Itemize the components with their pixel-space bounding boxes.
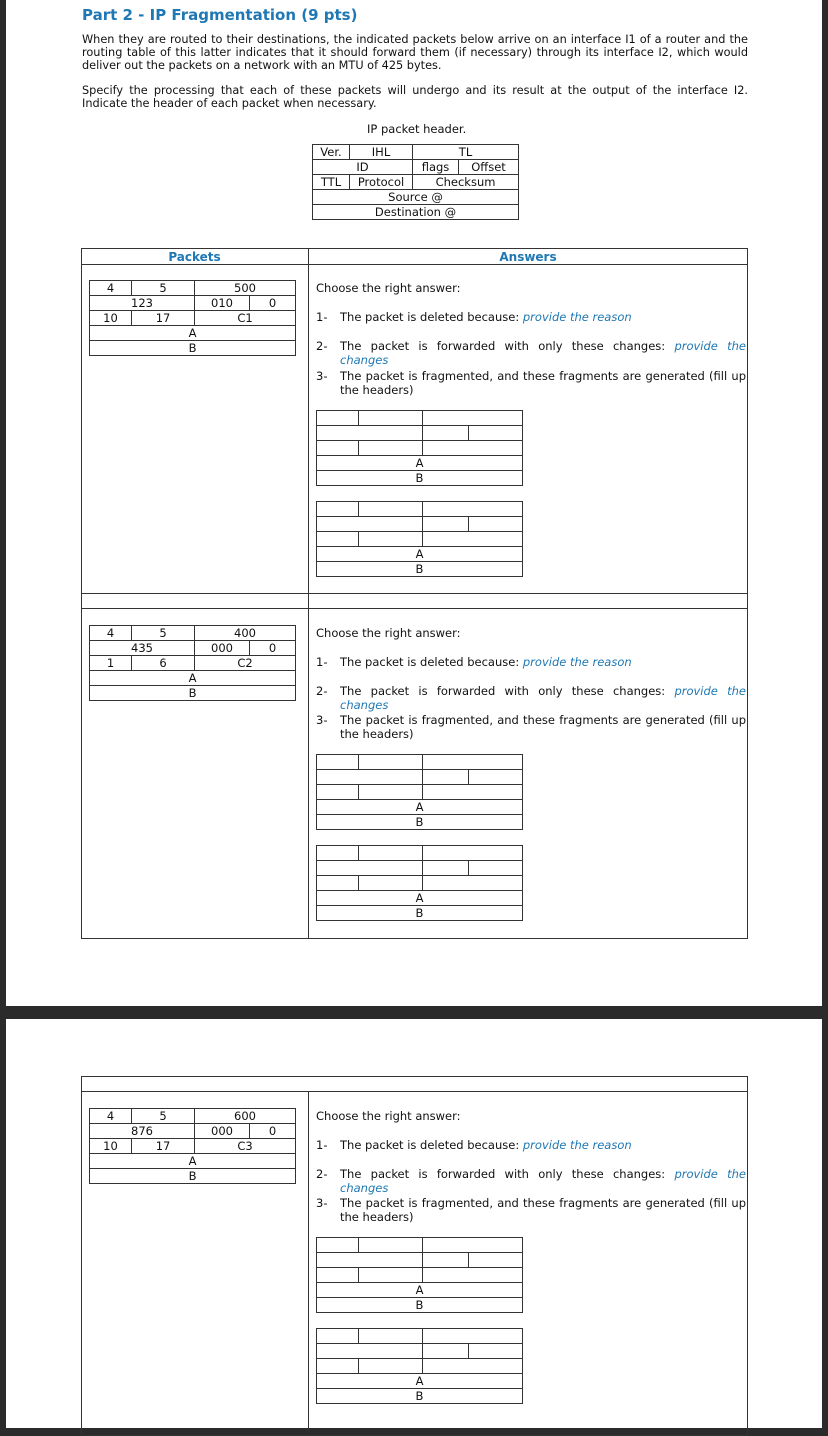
packet-ttl: 1 [90, 656, 132, 671]
fragment-destination: B [317, 906, 523, 921]
answer-prompt: Choose the right answer: [316, 281, 461, 295]
packet-header [89, 1108, 296, 1184]
intro-paragraph: When they are routed to their destinations, the indicated packets below arrive on an interface I1 of a router and the routing table of this latter indicates that it should forward them (if necessary) through its interface I2, which would deliver out the packets on a network with an MTU of 425 bytes. [82, 33, 748, 72]
packet-header [89, 625, 296, 701]
fragment-destination: B [317, 1298, 523, 1313]
packet-ttl: 10 [90, 1139, 132, 1154]
packet-flags: 000 [195, 1124, 250, 1139]
reason-field[interactable]: provide the reason [522, 310, 632, 324]
packet-protocol: 17 [132, 311, 195, 326]
packet-id: 435 [90, 641, 195, 656]
packet-destination: B [90, 686, 296, 701]
packet-ihl: 5 [132, 626, 195, 641]
packet-ver: 4 [90, 626, 132, 641]
answers-column-header: Answers [499, 250, 557, 264]
answer-prompt: Choose the right answer: [316, 626, 461, 640]
option-forwarded [316, 1167, 747, 1195]
legend-offset: Offset [459, 160, 519, 175]
fragment-source: A [317, 1374, 523, 1389]
legend-destination: Destination @ [313, 205, 519, 220]
packet-header [89, 280, 296, 356]
packet-destination: B [90, 1169, 296, 1184]
option-deleted [316, 655, 746, 669]
packet-ttl: 10 [90, 311, 132, 326]
packet-protocol: 17 [132, 1139, 195, 1154]
fragment-header-form[interactable] [316, 754, 523, 830]
option-number: 3- [316, 713, 328, 727]
document-page-2 [6, 1019, 822, 1428]
fragment-header-form[interactable] [316, 410, 523, 486]
legend-ver: Ver. [313, 145, 350, 160]
fragment-header-form[interactable] [316, 1328, 523, 1404]
row-divider [81, 608, 748, 609]
fragment-source: A [317, 891, 523, 906]
option-number: 1- [316, 1138, 328, 1152]
packet-tl: 500 [195, 281, 296, 296]
option-fragmented [316, 713, 746, 741]
fragment-source: A [317, 800, 523, 815]
packet-tl: 600 [195, 1109, 296, 1124]
fragment-source: A [317, 547, 523, 562]
option-text: The packet is fragmented, and these fragments are generated (fill up the headers) [340, 1196, 746, 1224]
part-title: Part 2 - IP Fragmentation (9 pts) [82, 6, 358, 24]
option-text: The packet is forwarded with only these changes: [340, 1167, 675, 1181]
packet-ver: 4 [90, 1109, 132, 1124]
option-deleted [316, 1138, 746, 1152]
column-divider [308, 1091, 309, 1431]
packet-protocol: 6 [132, 656, 195, 671]
header-row-divider [81, 264, 748, 265]
legend-source: Source @ [313, 190, 519, 205]
answer-prompt: Choose the right answer: [316, 1109, 461, 1123]
legend-ihl: IHL [350, 145, 413, 160]
option-forwarded [316, 684, 747, 712]
fragment-destination: B [317, 1389, 523, 1404]
packet-destination: B [90, 341, 296, 356]
packet-checksum: C2 [195, 656, 296, 671]
header-legend-caption: IP packet header. [367, 122, 467, 136]
reason-field[interactable]: provide the reason [522, 1138, 632, 1152]
packet-id: 876 [90, 1124, 195, 1139]
ip-header-legend [312, 144, 519, 220]
option-number: 2- [316, 684, 328, 698]
packet-source: A [90, 326, 296, 341]
option-text: The packet is forwarded with only these changes: [340, 684, 675, 698]
packet-id: 123 [90, 296, 195, 311]
option-text: The packet is deleted because: [340, 655, 523, 669]
changes-field[interactable]: provide the changes [340, 1167, 747, 1195]
option-number: 1- [316, 310, 328, 324]
legend-protocol: Protocol [350, 175, 413, 190]
task-paragraph: Specify the processing that each of these packets will undergo and its result at the output of the interface I2. Indicate the header of each packet when necessary. [82, 84, 748, 110]
packet-flags: 010 [195, 296, 250, 311]
option-text: The packet is deleted because: [340, 1138, 523, 1152]
packet-tl: 400 [195, 626, 296, 641]
option-deleted [316, 310, 746, 324]
document-page-1 [6, 0, 822, 1006]
option-forwarded [316, 339, 747, 367]
packet-flags: 000 [195, 641, 250, 656]
option-number: 3- [316, 1196, 328, 1210]
fragment-destination: B [317, 815, 523, 830]
legend-id: ID [313, 160, 413, 175]
packets-column-header: Packets [168, 250, 221, 264]
option-text: The packet is fragmented, and these fragments are generated (fill up the headers) [340, 369, 746, 397]
fragment-destination: B [317, 471, 523, 486]
packet-offset: 0 [250, 1124, 296, 1139]
packet-checksum: C1 [195, 311, 296, 326]
fragment-source: A [317, 1283, 523, 1298]
option-fragmented [316, 369, 746, 397]
option-text: The packet is deleted because: [340, 310, 523, 324]
option-number: 2- [316, 1167, 328, 1181]
option-number: 2- [316, 339, 328, 353]
fragment-header-form[interactable] [316, 1237, 523, 1313]
fragment-header-form[interactable] [316, 845, 523, 921]
option-fragmented [316, 1196, 746, 1224]
legend-flags: flags [413, 160, 459, 175]
reason-field[interactable]: provide the reason [522, 655, 632, 669]
option-number: 3- [316, 369, 328, 383]
fragment-header-form[interactable] [316, 501, 523, 577]
fragment-source: A [317, 456, 523, 471]
packet-source: A [90, 671, 296, 686]
row-divider [81, 593, 748, 594]
legend-checksum: Checksum [413, 175, 519, 190]
packet-ihl: 5 [132, 281, 195, 296]
option-text: The packet is forwarded with only these changes: [340, 339, 675, 353]
packet-checksum: C3 [195, 1139, 296, 1154]
packet-offset: 0 [250, 641, 296, 656]
packet-offset: 0 [250, 296, 296, 311]
fragment-destination: B [317, 562, 523, 577]
legend-ttl: TTL [313, 175, 350, 190]
changes-field[interactable]: provide the changes [340, 684, 747, 712]
changes-field[interactable]: provide the changes [340, 339, 747, 367]
legend-tl: TL [413, 145, 519, 160]
packet-source: A [90, 1154, 296, 1169]
row-divider [81, 1091, 748, 1092]
packet-ihl: 5 [132, 1109, 195, 1124]
packet-ver: 4 [90, 281, 132, 296]
option-number: 1- [316, 655, 328, 669]
option-text: The packet is fragmented, and these fragments are generated (fill up the headers) [340, 713, 746, 741]
